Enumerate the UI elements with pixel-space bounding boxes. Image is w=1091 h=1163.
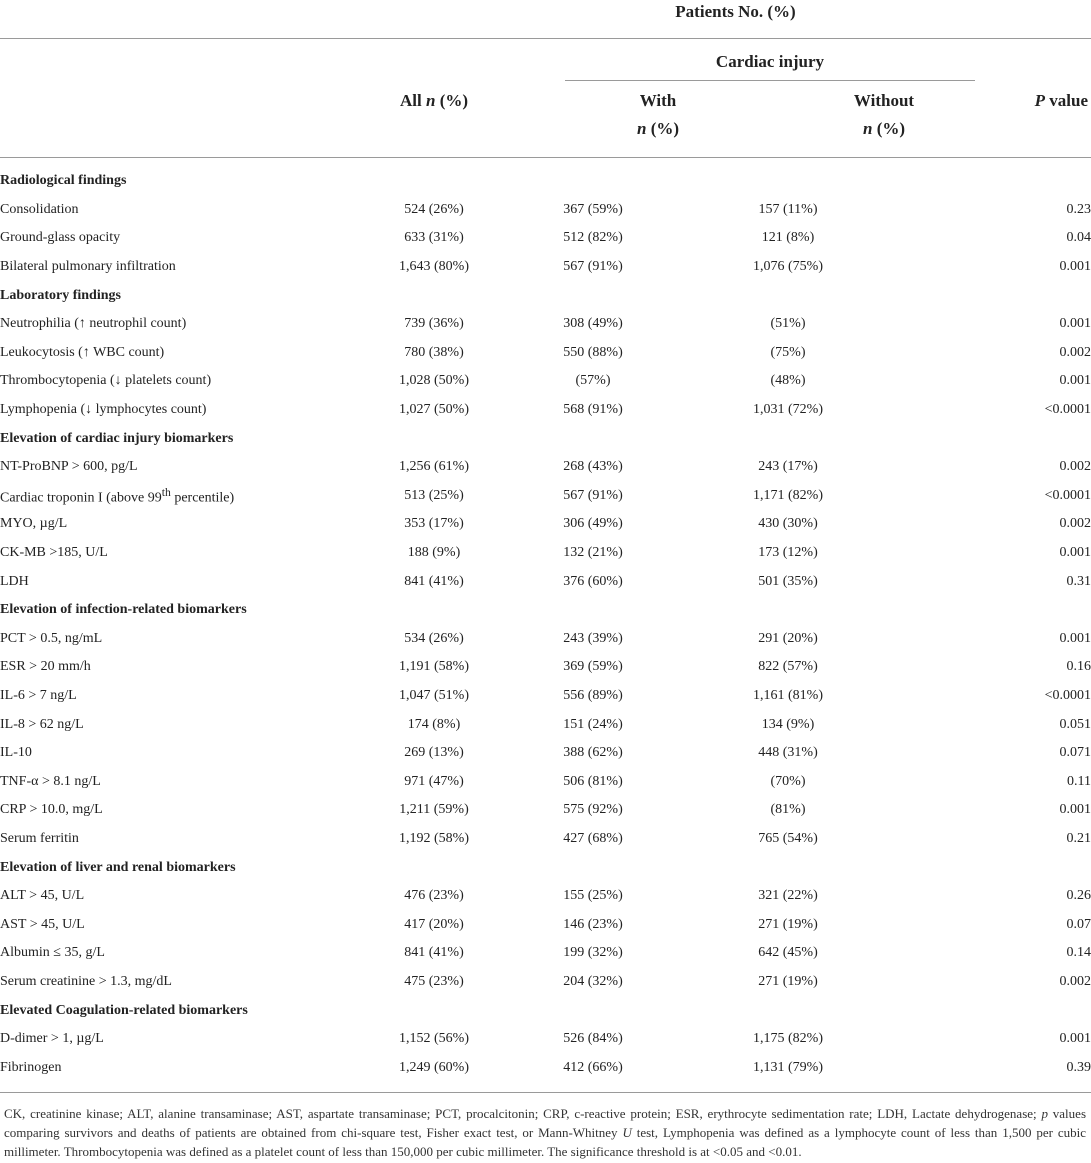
cell-p-value: 0.001 xyxy=(1059,802,1091,818)
column-header-p-value xyxy=(1000,87,1088,115)
cell-with: 556 (89%) xyxy=(563,687,623,703)
table-row xyxy=(0,539,1091,568)
cell-p-value: 0.39 xyxy=(1066,1059,1091,1075)
section-row xyxy=(0,996,1091,1025)
cell-all: 739 (36%) xyxy=(404,316,464,332)
cell-with: 506 (81%) xyxy=(563,773,623,789)
cell-all: 971 (47%) xyxy=(404,773,464,789)
row-label: LDH xyxy=(0,573,29,589)
cell-p-value: 0.002 xyxy=(1059,973,1091,989)
with-n: n xyxy=(636,119,647,138)
cell-with: 550 (88%) xyxy=(563,344,623,360)
cell-without: (70%) xyxy=(770,773,806,789)
cell-without: (75%) xyxy=(770,344,806,360)
cell-all: 1,047 (51%) xyxy=(399,687,469,703)
cell-without: 134 (9%) xyxy=(761,716,815,732)
row-label xyxy=(0,482,370,511)
cell-with: 526 (84%) xyxy=(563,1031,623,1047)
cell-without: 1,076 (75%) xyxy=(753,259,823,275)
table-row xyxy=(0,339,1091,368)
cell-all: 841 (41%) xyxy=(404,573,464,589)
row-label-text: Cardiac troponin I (above 99 xyxy=(0,490,162,506)
row-label: Consolidation xyxy=(0,201,79,217)
footnote-part1: CK, creatinine kinase; ALT, alanine transaminase; AST, aspartate transaminase; PCT, procalcitonin; CRP, c-reactive protein; ESR, erythrocyte sedimentation rate; LDH, Lactate dehydrogenase; xyxy=(4,1106,1042,1121)
cell-p-value: 0.001 xyxy=(1059,630,1091,646)
cell-all: 353 (17%) xyxy=(404,516,464,532)
cell-without: 1,131 (79%) xyxy=(753,1059,823,1075)
cell-without: (51%) xyxy=(770,316,806,332)
cell-without: 1,031 (72%) xyxy=(753,402,823,418)
row-label: Thrombocytopenia (↓ platelets count) xyxy=(0,373,212,389)
cell-p-value: 0.23 xyxy=(1066,201,1091,217)
table-body xyxy=(0,167,1091,1082)
cell-all: 475 (23%) xyxy=(404,973,464,989)
p-italic: P xyxy=(1034,91,1046,110)
table-row xyxy=(0,653,1091,682)
section-row xyxy=(0,167,1091,196)
cell-p-value: 0.04 xyxy=(1066,230,1091,246)
cell-p-value: 0.31 xyxy=(1066,573,1091,589)
cell-all: 269 (13%) xyxy=(404,745,464,761)
row-label: IL-6 > 7 ng/L xyxy=(0,687,77,703)
row-label: PCT > 0.5, ng/mL xyxy=(0,630,103,646)
cell-p-value: 0.001 xyxy=(1059,316,1091,332)
without-n: n xyxy=(862,119,873,138)
table-row xyxy=(0,1025,1091,1054)
cell-p-value: 0.14 xyxy=(1066,945,1091,961)
row-label: ALT > 45, U/L xyxy=(0,888,85,904)
cell-all: 417 (20%) xyxy=(404,916,464,932)
cell-without: 291 (20%) xyxy=(758,630,818,646)
cell-all: 534 (26%) xyxy=(404,630,464,646)
cell-p-value: 0.071 xyxy=(1059,745,1091,761)
table-row xyxy=(0,682,1091,711)
cell-without: 271 (19%) xyxy=(758,973,818,989)
cell-with: 369 (59%) xyxy=(563,659,623,675)
cell-p-value: 0.001 xyxy=(1059,545,1091,561)
cell-all: 1,256 (61%) xyxy=(399,459,469,475)
cell-without: 157 (11%) xyxy=(758,201,818,217)
cell-p-value: 0.002 xyxy=(1059,344,1091,360)
column-header-with xyxy=(563,87,753,143)
row-label: Serum creatinine > 1.3, mg/dL xyxy=(0,973,172,989)
section-title: Elevation of infection-related biomarkers xyxy=(0,602,247,618)
cardiac-injury-header: Cardiac injury xyxy=(715,52,825,71)
row-label: Fibrinogen xyxy=(0,1059,62,1075)
with-label: With xyxy=(639,91,677,110)
cell-p-value: 0.21 xyxy=(1066,830,1091,846)
cell-all: 841 (41%) xyxy=(404,945,464,961)
table-footnote xyxy=(4,1104,1086,1161)
cell-without: 1,161 (81%) xyxy=(753,687,823,703)
header-bottom-rule xyxy=(0,157,1091,158)
footnote-part3: test, Lymphopenia was defined as a lymphocyte count of less than 1,500 per cubic millimeter. Thrombocytopenia was defined as a platelet count of less than 150,000 per cubic millimeter. The significance threshold is at <0.05 and <0.01. xyxy=(4,1125,1087,1159)
row-label: Ground-glass opacity xyxy=(0,230,121,246)
table-row xyxy=(0,196,1091,225)
without-label: Without xyxy=(853,91,915,110)
cell-p-value: <0.0001 xyxy=(1044,402,1091,418)
cell-with: 575 (92%) xyxy=(563,802,623,818)
cell-p-value: 0.001 xyxy=(1059,259,1091,275)
cell-with: 204 (32%) xyxy=(563,973,623,989)
row-label: IL-10 xyxy=(0,745,32,761)
cell-with: 388 (62%) xyxy=(563,745,623,761)
cell-with: 567 (91%) xyxy=(563,487,623,503)
header-top-rule xyxy=(0,38,1091,39)
row-label: TNF-α > 8.1 ng/L xyxy=(0,773,101,789)
cell-p-value: 0.26 xyxy=(1066,888,1091,904)
cell-p-value: 0.051 xyxy=(1059,716,1091,732)
cell-p-value: 0.001 xyxy=(1059,1031,1091,1047)
cell-without: 430 (30%) xyxy=(758,516,818,532)
section-title: Elevation of liver and renal biomarkers xyxy=(0,859,236,875)
table-row xyxy=(0,367,1091,396)
cell-with: 151 (24%) xyxy=(563,716,623,732)
row-label: AST > 45, U/L xyxy=(0,916,85,932)
patients-header: Patients No. (%) xyxy=(675,2,796,21)
cell-p-value: 0.11 xyxy=(1067,773,1091,789)
cell-all: 1,028 (50%) xyxy=(399,373,469,389)
cell-without: 121 (8%) xyxy=(761,230,815,246)
cell-with: 155 (25%) xyxy=(563,888,623,904)
cell-with: 567 (91%) xyxy=(563,259,623,275)
cell-with: 243 (39%) xyxy=(563,630,623,646)
cell-without: 1,175 (82%) xyxy=(753,1031,823,1047)
cell-all: 1,152 (56%) xyxy=(399,1031,469,1047)
table-row xyxy=(0,482,1091,511)
cell-all: 188 (9%) xyxy=(407,545,461,561)
row-label: IL-8 > 62 ng/L xyxy=(0,716,84,732)
cell-without: 765 (54%) xyxy=(758,830,818,846)
cardiac-injury-rule xyxy=(565,80,975,81)
table-row xyxy=(0,796,1091,825)
footnote-part2: values comparing survivors and deaths of patients are obtained from chi-square test, Fisher exact test, or Mann-Whitney xyxy=(4,1106,1086,1140)
column-header-all xyxy=(370,87,498,115)
cell-without: 243 (17%) xyxy=(758,459,818,475)
row-label: Albumin ≤ 35, g/L xyxy=(0,945,105,961)
cell-p-value: 0.001 xyxy=(1059,373,1091,389)
row-label: CRP > 10.0, mg/L xyxy=(0,802,103,818)
cell-all: 513 (25%) xyxy=(404,487,464,503)
cell-with: 268 (43%) xyxy=(563,459,623,475)
table-row xyxy=(0,968,1091,997)
cell-with: 308 (49%) xyxy=(563,316,623,332)
cell-p-value: 0.07 xyxy=(1066,916,1091,932)
row-label: Bilateral pulmonary infiltration xyxy=(0,259,176,275)
cell-p-value: 0.002 xyxy=(1059,516,1091,532)
cell-with: 146 (23%) xyxy=(563,916,623,932)
cell-without: 642 (45%) xyxy=(758,945,818,961)
cell-with: 199 (32%) xyxy=(563,945,623,961)
cell-with: 306 (49%) xyxy=(563,516,623,532)
table-row xyxy=(0,739,1091,768)
section-title: Laboratory findings xyxy=(0,287,121,303)
table-row xyxy=(0,224,1091,253)
cell-with: 367 (59%) xyxy=(563,201,623,217)
cell-all: 1,027 (50%) xyxy=(399,402,469,418)
cell-with: 568 (91%) xyxy=(563,402,623,418)
cell-all: 1,249 (60%) xyxy=(399,1059,469,1075)
cell-with: 512 (82%) xyxy=(563,230,623,246)
cell-without: 321 (22%) xyxy=(758,888,818,904)
column-header-without xyxy=(784,87,984,143)
cell-p-value: 0.002 xyxy=(1059,459,1091,475)
table-row xyxy=(0,396,1091,425)
cell-without: 448 (31%) xyxy=(758,745,818,761)
row-label: NT-ProBNP > 600, pg/L xyxy=(0,459,138,475)
cell-all: 633 (31%) xyxy=(404,230,464,246)
footnote-u-italic: U xyxy=(622,1125,632,1140)
cell-all: 1,211 (59%) xyxy=(399,802,469,818)
all-n: n xyxy=(425,91,436,110)
footnote-p-italic: p xyxy=(1041,1106,1048,1121)
cell-with: (57%) xyxy=(575,373,611,389)
cell-without: 501 (35%) xyxy=(758,573,818,589)
without-pct: (%) xyxy=(872,119,906,138)
cell-p-value: <0.0001 xyxy=(1044,487,1091,503)
table-row xyxy=(0,567,1091,596)
table-row xyxy=(0,1053,1091,1082)
all-label: All xyxy=(399,91,426,110)
row-label: CK-MB >185, U/L xyxy=(0,545,108,561)
table-row xyxy=(0,910,1091,939)
table-bottom-rule xyxy=(0,1092,1091,1093)
row-label: Lymphopenia (↓ lymphocytes count) xyxy=(0,402,207,418)
cell-without: 822 (57%) xyxy=(758,659,818,675)
cell-all: 174 (8%) xyxy=(407,716,461,732)
with-pct: (%) xyxy=(646,119,680,138)
cell-without: 271 (19%) xyxy=(758,916,818,932)
cell-all: 1,643 (80%) xyxy=(399,259,469,275)
cell-with: 427 (68%) xyxy=(563,830,623,846)
section-row xyxy=(0,281,1091,310)
row-label: MYO, µg/L xyxy=(0,516,68,532)
row-label: ESR > 20 mm/h xyxy=(0,659,91,675)
table-row xyxy=(0,825,1091,854)
table-row xyxy=(0,939,1091,968)
table-row xyxy=(0,253,1091,282)
row-label: Leukocytosis (↑ WBC count) xyxy=(0,344,165,360)
cell-all: 1,192 (58%) xyxy=(399,830,469,846)
cell-with: 376 (60%) xyxy=(563,573,623,589)
table-row xyxy=(0,625,1091,654)
row-label: Neutrophilia (↑ neutrophil count) xyxy=(0,316,187,332)
row-label-text-after: percentile) xyxy=(170,490,235,506)
cell-with: 412 (66%) xyxy=(563,1059,623,1075)
cell-all: 524 (26%) xyxy=(404,201,464,217)
cell-all: 476 (23%) xyxy=(404,888,464,904)
cell-all: 780 (38%) xyxy=(404,344,464,360)
table-row xyxy=(0,453,1091,482)
cell-p-value: <0.0001 xyxy=(1044,687,1091,703)
section-title: Radiological findings xyxy=(0,173,127,189)
section-row xyxy=(0,596,1091,625)
cell-without: (81%) xyxy=(770,802,806,818)
section-row xyxy=(0,853,1091,882)
cell-all: 1,191 (58%) xyxy=(399,659,469,675)
section-title: Elevation of cardiac injury biomarkers xyxy=(0,430,234,446)
cell-with: 132 (21%) xyxy=(563,545,623,561)
table-row xyxy=(0,882,1091,911)
cell-p-value: 0.16 xyxy=(1066,659,1091,675)
section-row xyxy=(0,424,1091,453)
section-title: Elevated Coagulation-related biomarkers xyxy=(0,1002,248,1018)
row-label-superscript: th xyxy=(161,485,171,499)
cell-without: 1,171 (82%) xyxy=(753,487,823,503)
table-row xyxy=(0,510,1091,539)
data-table xyxy=(0,167,1091,1082)
row-label: Serum ferritin xyxy=(0,830,79,846)
table-row xyxy=(0,710,1091,739)
cell-without: (48%) xyxy=(770,373,806,389)
table-row xyxy=(0,767,1091,796)
cell-without: 173 (12%) xyxy=(758,545,818,561)
p-value-label: value xyxy=(1045,91,1088,110)
table-row xyxy=(0,310,1091,339)
row-label: D-dimer > 1, µg/L xyxy=(0,1031,104,1047)
all-pct: (%) xyxy=(435,91,469,110)
